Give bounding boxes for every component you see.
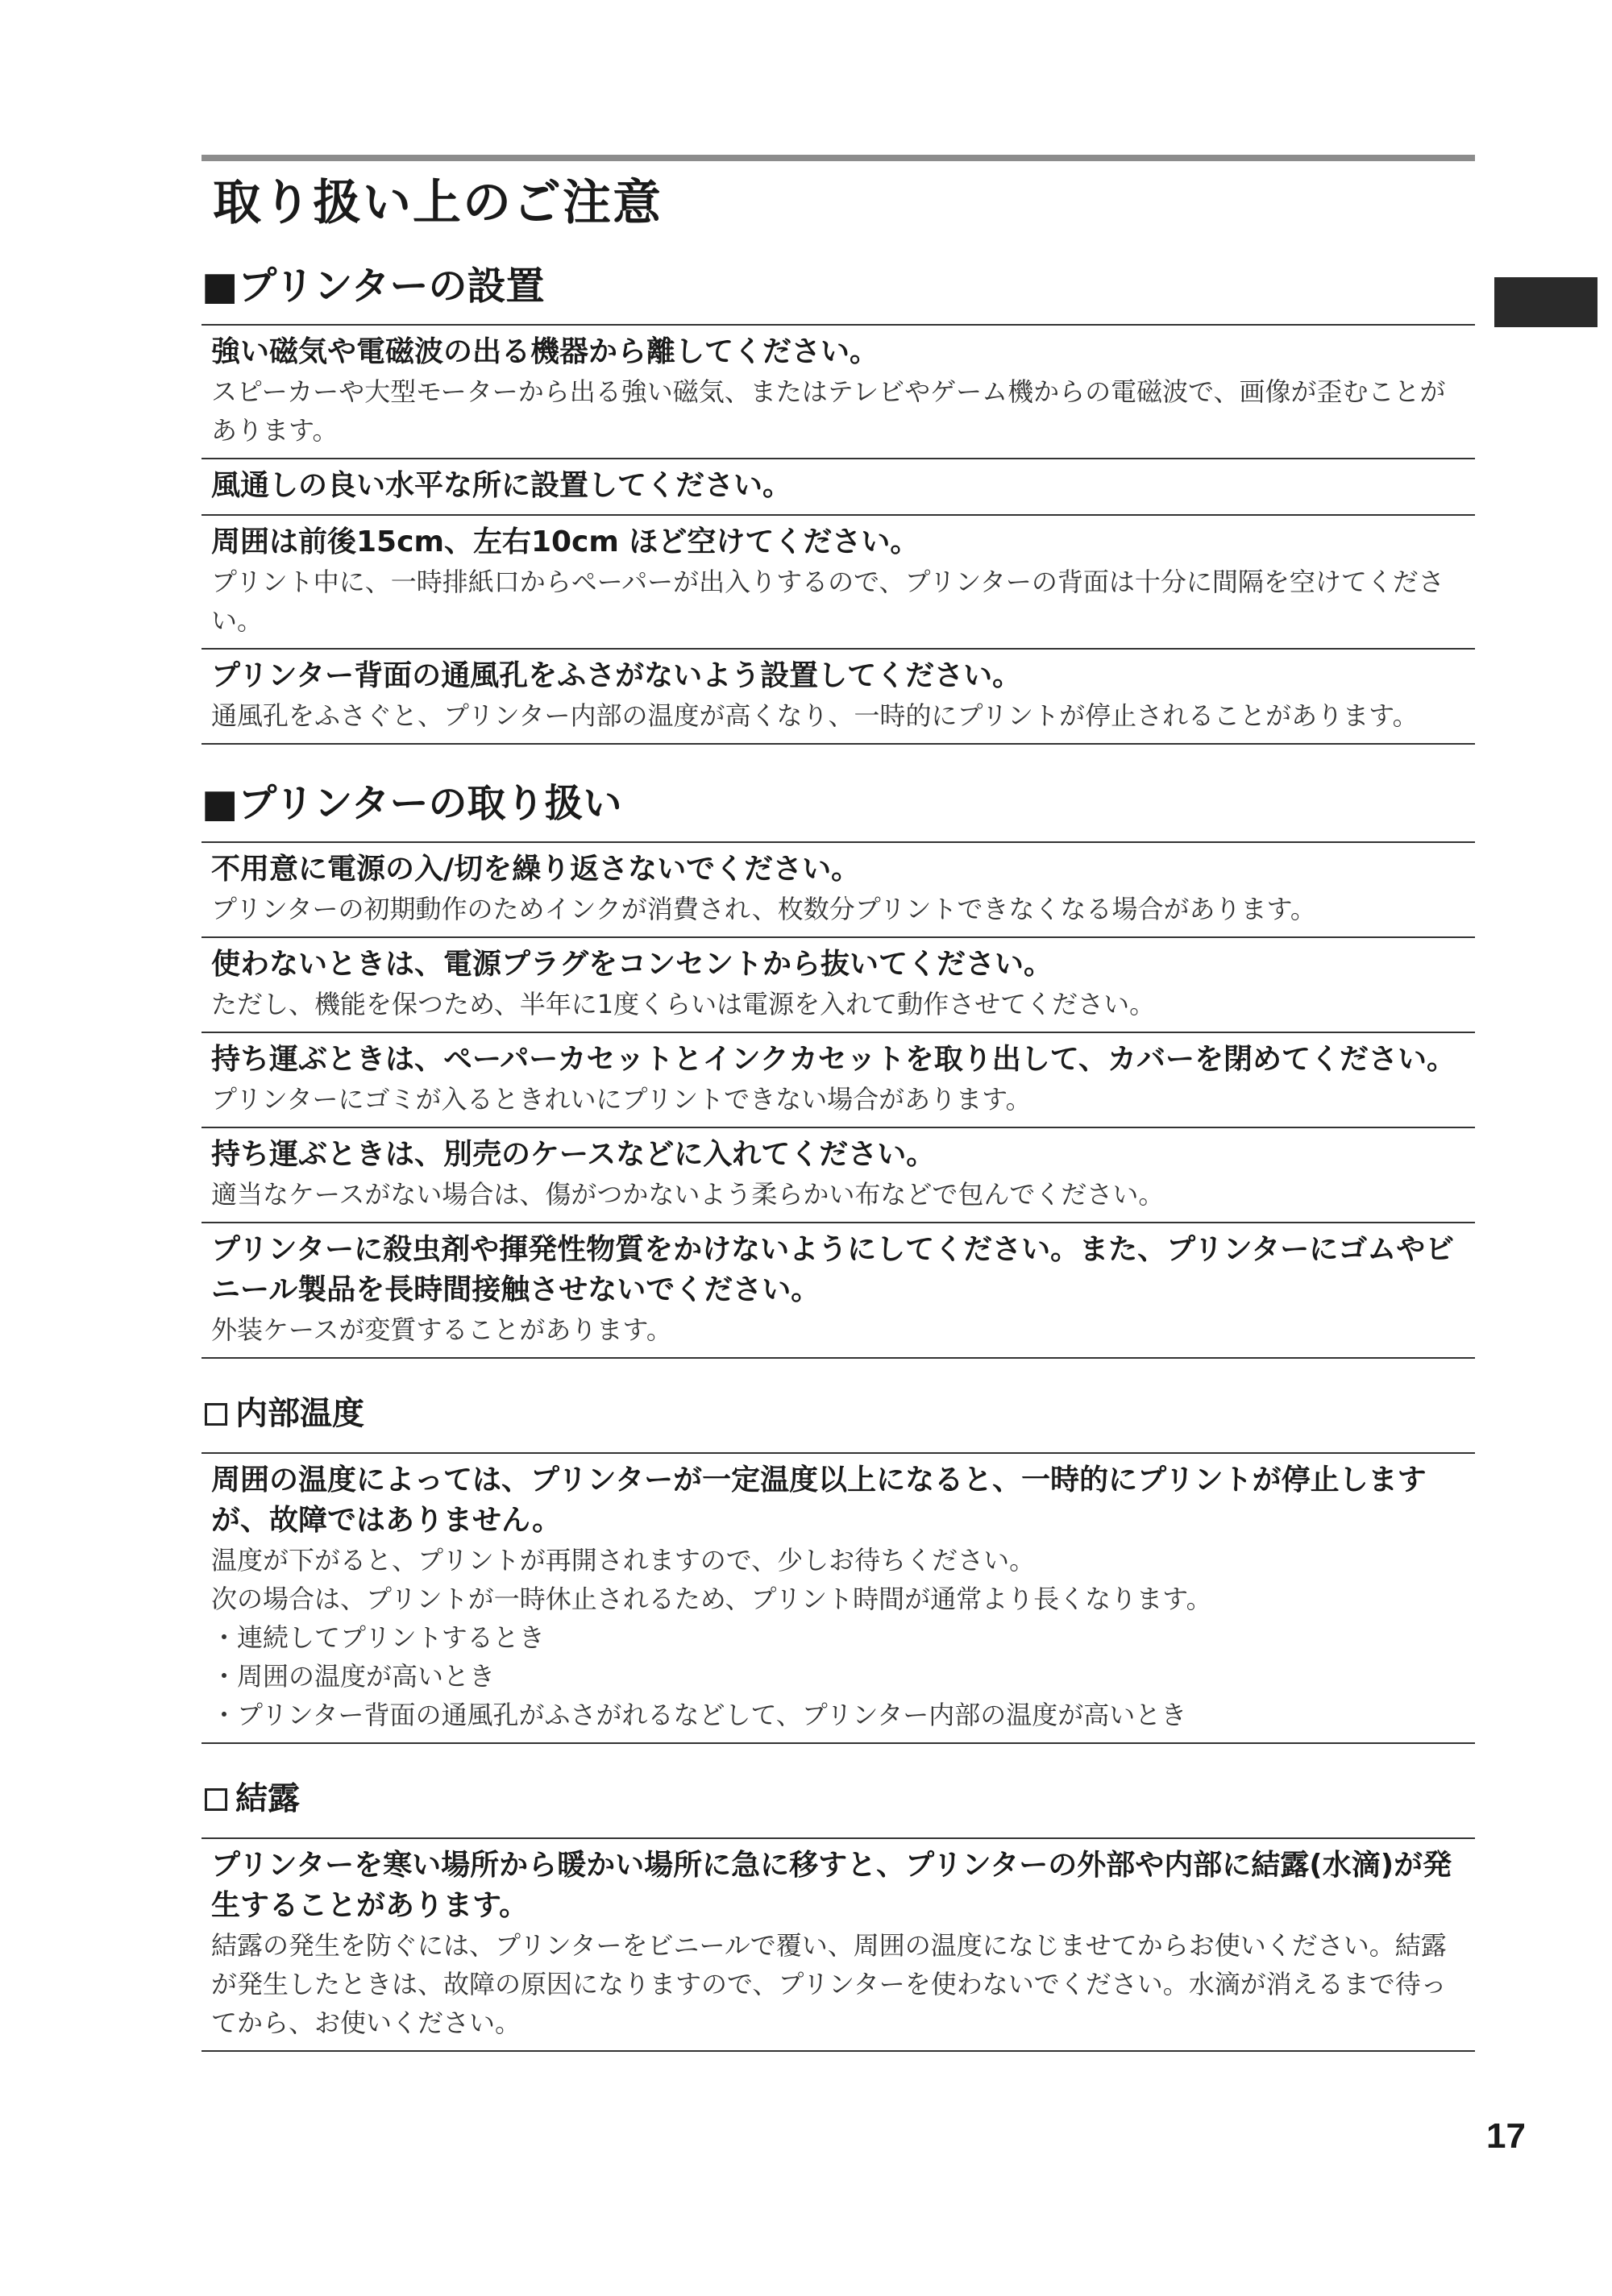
list-item [202, 459, 1475, 516]
checkbox-square-icon [205, 1788, 227, 1811]
list-item [202, 1454, 1475, 1744]
item-body: 外装ケースが変質することがあります。 [211, 1314, 672, 1345]
checkbox-square-icon [205, 1403, 227, 1426]
item-heading: 持ち運ぶときは、ペーパーカセットとインクカセットを取り出して、カバーを閉めてください。 [211, 1043, 1456, 1076]
list-item [202, 1839, 1475, 2052]
section-heading-handling: ■プリンターの取り扱い [202, 781, 622, 826]
page-title: 取り扱い上のご注意 [213, 175, 663, 231]
bullet-line: ・周囲の温度が高いとき [211, 1661, 496, 1692]
bullet-line: ・プリンター背面の通風孔がふさがれるなどして、プリンター内部の温度が高いとき [211, 1700, 1187, 1730]
installation-items [202, 324, 1475, 745]
section-heading-installation: ■プリンターの設置 [202, 264, 545, 309]
item-heading: 周囲は前後15cm、左右10cm ほど空けてください。 [211, 525, 920, 558]
chapter-tab [1494, 277, 1597, 327]
list-item [202, 516, 1475, 650]
item-heading: 風通しの良い水平な所に設置してください。 [211, 469, 792, 502]
temperature-items [202, 1452, 1475, 1744]
sub-heading-label: 結露 [235, 1780, 300, 1817]
item-body-line: 次の場合は、プリントが一時休止されるため、プリント時間が通常より長くなります。 [211, 1584, 1212, 1614]
item-heading: 不用意に電源の入/切を繰り返さないでください。 [211, 853, 861, 886]
sub-heading-label: 内部温度 [235, 1395, 364, 1432]
list-item [202, 1223, 1475, 1359]
item-body: ただし、機能を保つため、半年に1度くらいは電源を入れて動作させてください。 [211, 989, 1156, 1019]
item-body-line: 温度が下がると、プリントが再開されますので、少しお待ちください。 [211, 1545, 1036, 1576]
item-body: プリンターの初期動作のためインクが消費され、枚数分プリントできなくなる場合があります。 [211, 894, 1316, 924]
item-heading: プリンター背面の通風孔をふさがないよう設置してください。 [211, 659, 1022, 692]
item-body: プリント中に、一時排紙口からペーパーが出入りするので、プリンターの背面は十分に間隔を空けてください。 [211, 567, 1444, 636]
bullet-line: ・連続してプリントするとき [211, 1622, 545, 1653]
item-body: プリンターにゴミが入るときれいにプリントできない場合があります。 [211, 1084, 1032, 1115]
item-heading: プリンターに殺虫剤や揮発性物質をかけないようにしてください。また、プリンターにゴムやビニール製品を長時間接触させないでください。 [211, 1233, 1455, 1306]
item-body: スピーカーや大型モーターから出る強い磁気、またはテレビやゲーム機からの電磁波で、画像が歪むことがあります。 [211, 376, 1446, 446]
sub-heading-condensation [205, 1776, 1475, 1821]
item-heading: 強い磁気や電磁波の出る機器から離してください。 [211, 335, 879, 368]
page-number: 17 [1486, 2116, 1526, 2156]
list-item [202, 1128, 1475, 1223]
list-item [202, 843, 1475, 938]
list-item [202, 326, 1475, 459]
top-rule [202, 155, 1475, 161]
content [202, 155, 1475, 2052]
item-body: 適当なケースがない場合は、傷がつかないよう柔らかい布などで包んでください。 [211, 1179, 1165, 1210]
item-heading: プリンターを寒い場所から暖かい場所に急に移すと、プリンターの外部や内部に結露(水滴)が発生することがあります。 [211, 1849, 1452, 1922]
item-heading: 持ち運ぶときは、別売のケースなどに入れてください。 [211, 1138, 936, 1171]
list-item [202, 650, 1475, 745]
item-heading: 周囲の温度によっては、プリンターが一定温度以上になると、一時的にプリントが停止しますが、故障ではありません。 [211, 1464, 1427, 1537]
item-body: 通風孔をふさぐと、プリンター内部の温度が高くなり、一時的にプリントが停止されることがあります。 [211, 700, 1419, 731]
list-item [202, 1033, 1475, 1128]
list-item [202, 938, 1475, 1033]
handling-items [202, 841, 1475, 1359]
condensation-items [202, 1837, 1475, 2052]
sub-heading-internal-temperature [205, 1391, 1475, 1436]
item-heading: 使わないときは、電源プラグをコンセントから抜いてください。 [211, 948, 1053, 981]
item-body: 結露の発生を防ぐには、プリンターをビニールで覆い、周囲の温度になじませてからお使いください。結露が発生したときは、故障の原因になりますので、プリンターを使わないでください。水滴が消えるまで待ってから、お使いください。 [211, 1930, 1447, 2038]
